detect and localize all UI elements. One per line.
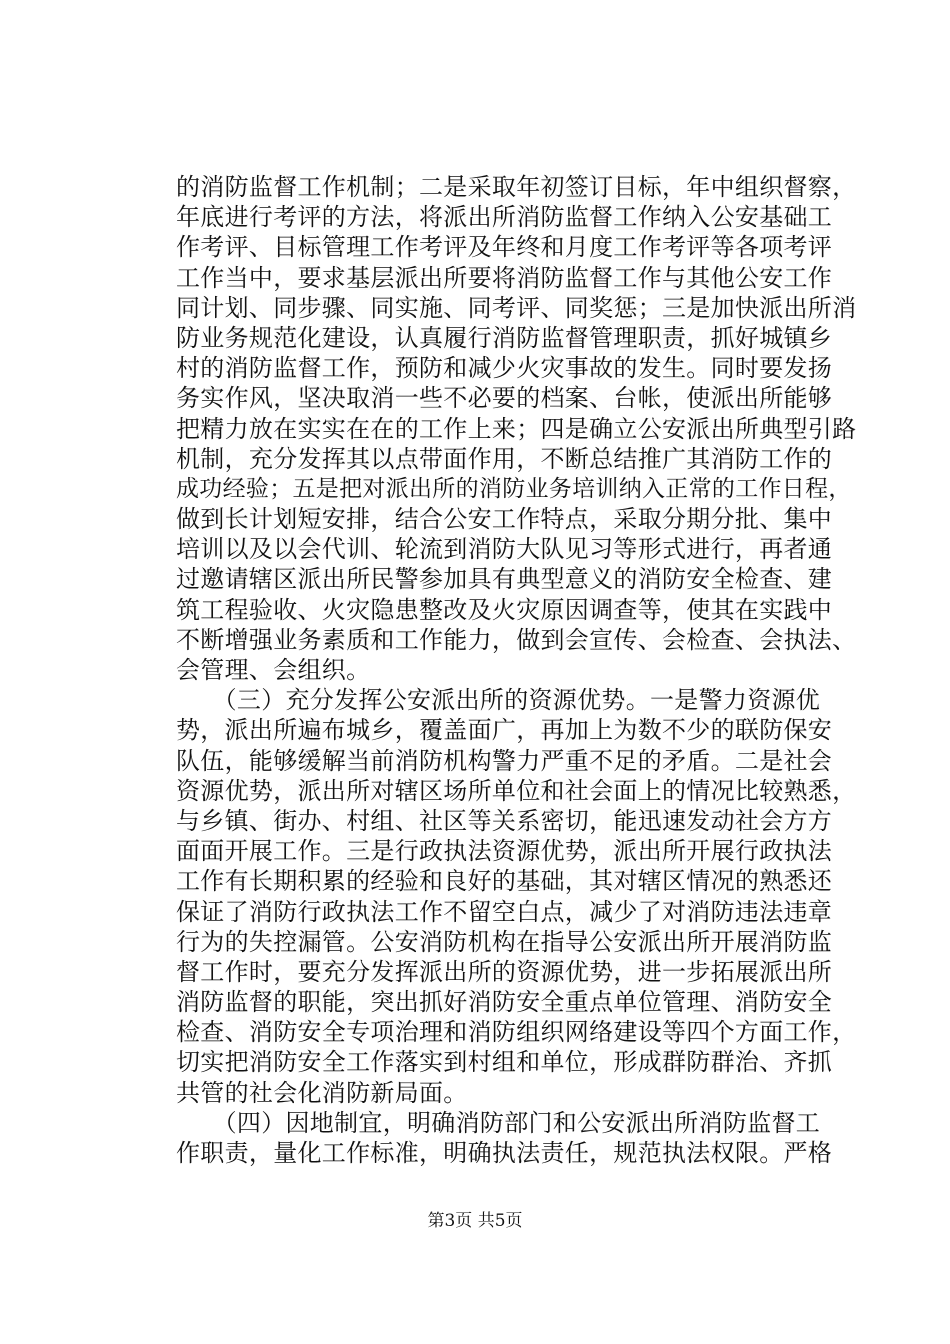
text-line: 面面开展工作。三是行政执法资源优势，派出所开展行政执法	[176, 837, 833, 866]
text-line: 与乡镇、街办、村组、社区等关系密切，能迅速发动社会方方	[176, 806, 833, 835]
text-line: 势，派出所遍布城乡，覆盖面广，再加上为数不少的联防保安	[176, 716, 833, 745]
body-text	[176, 172, 856, 1168]
text-line: 资源优势，派出所对辖区场所单位和社会面上的情况比较熟悉，	[176, 776, 857, 805]
text-line: （三）充分发挥公安派出所的资源优势。一是警力资源优	[176, 686, 821, 715]
text-line: 的消防监督工作机制；二是采取年初签订目标，年中组织督察，	[176, 173, 857, 201]
text-line: 检查、消防安全专项治理和消防组织网络建设等四个方面工作，	[176, 1018, 857, 1047]
text-line: （四）因地制宜，明确消防部门和公安派出所消防监督工	[176, 1108, 821, 1137]
text-line: 防业务规范化建设，认真履行消防监督管理职责，抓好城镇乡	[176, 323, 833, 352]
text-line: 筑工程验收、火灾隐患整改及火灾原因调查等，使其在实践中	[176, 595, 833, 624]
text-line: 消防监督的职能，突出抓好消防安全重点单位管理、消防安全	[176, 988, 833, 1017]
text-line: 培训以及以会代训、轮流到消防大队见习等形式进行，再者通	[176, 535, 833, 564]
text-line: 保证了消防行政执法工作不留空白点，减少了对消防违法违章	[176, 897, 833, 926]
text-line: 工作有长期积累的经验和良好的基础，其对辖区情况的熟悉还	[176, 867, 833, 896]
text-line: 切实把消防安全工作落实到村组和单位，形成群防群治、齐抓	[176, 1048, 833, 1077]
text-line: 成功经验；五是把对派出所的消防业务培训纳入正常的工作日程，	[176, 475, 852, 502]
text-line: 机制，充分发挥其以点带面作用，不断总结推广其消防工作的	[176, 444, 833, 473]
text-line: 做到长计划短安排，结合公安工作特点，采取分期分批、集中	[176, 505, 833, 534]
text-line: 年底进行考评的方法，将派出所消防监督工作纳入公安基础工	[176, 203, 833, 232]
text-line: 不断增强业务素质和工作能力，做到会宣传、会检查、会执法、	[176, 625, 857, 654]
text-line: 村的消防监督工作，预防和减少火灾事故的发生。同时要发扬	[176, 354, 833, 383]
text-line: 同计划、同步骤、同实施、同考评、同奖惩；三是加快派出所消	[176, 293, 857, 322]
text-line: 工作当中，要求基层派出所要将消防监督工作与其他公安工作	[176, 263, 833, 292]
text-line: 作职责，量化工作标准，明确执法责任，规范执法权限。严格	[176, 1139, 833, 1167]
text-line: 把精力放在实实在在的工作上来；四是确立公安派出所典型引路	[176, 414, 857, 443]
text-line: 队伍，能够缓解当前消防机构警力严重不足的矛盾。二是社会	[176, 746, 833, 775]
text-line: 过邀请辖区派出所民警参加具有典型意义的消防安全检查、建	[176, 565, 833, 594]
text-line: 行为的失控漏管。公安消防机构在指导公安派出所开展消防监	[176, 927, 833, 956]
text-line: 务实作风，坚决取消一些不必要的档案、台帐，使派出所能够	[176, 384, 833, 413]
text-line: 作考评、目标管理工作考评及年终和月度工作考评等各项考评	[176, 233, 833, 262]
text-line: 督工作时，要充分发挥派出所的资源优势，进一步拓展派出所	[176, 957, 833, 986]
text-line: 会管理、会组织。	[176, 656, 371, 684]
text-line: 共管的社会化消防新局面。	[176, 1078, 468, 1107]
page-footer: 第3页 共5页	[427, 1211, 523, 1231]
